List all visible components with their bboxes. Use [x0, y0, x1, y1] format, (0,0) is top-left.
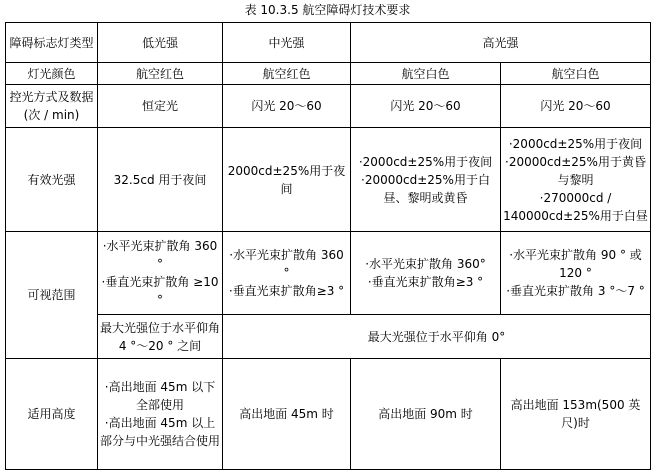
- height-low: [98, 359, 223, 470]
- height-high-b: 高出地面 153m(500 英尺)时: [501, 359, 651, 470]
- list-item: ·水平光束扩散角 360°: [365, 257, 486, 272]
- list-item: ·垂直光束扩散角 ≥10 °: [101, 275, 219, 308]
- list-item: ·水平光束扩散角 360 °: [229, 248, 344, 281]
- list-item: ·20000cd±25%用于黄昏与黎明: [505, 154, 646, 187]
- table-row: [6, 85, 651, 127]
- list-item: ·水平光束扩散角 90 ° 或 120 °: [509, 248, 642, 281]
- table-row: [6, 23, 651, 63]
- list-item: ·20000cd±25%用于白昼、黎明或黄昏: [361, 172, 490, 205]
- list-item: ·高出地面 45m 以下全部使用: [104, 380, 216, 413]
- range-medium: [223, 232, 351, 315]
- table-row: [6, 127, 651, 232]
- range-high-a: [351, 232, 501, 315]
- range-high-b: [501, 232, 651, 315]
- control-medium: 闪光 20～60: [223, 85, 351, 127]
- color-high-b: 航空白色: [501, 63, 651, 85]
- list-item: ·高出地面 45m 以上部分与中光强结合使用: [100, 416, 221, 449]
- table-row: [6, 359, 651, 470]
- table-row: [6, 314, 651, 358]
- list-item: ·垂直光束扩散角 3 °～7 °: [506, 284, 645, 299]
- intensity-medium: 2000cd±25%用于夜间: [223, 127, 351, 232]
- row-header-intensity: 有效光强: [6, 127, 98, 232]
- spec-table: [5, 22, 651, 470]
- list-item: ·2000cd±25%用于夜间: [358, 154, 493, 169]
- column-header-high: 高光强: [351, 23, 651, 63]
- column-header-low: 低光强: [98, 23, 223, 63]
- table-row: [6, 63, 651, 85]
- intensity-low: 32.5cd 用于夜间: [98, 127, 223, 232]
- control-high-b: 闪光 20～60: [501, 85, 651, 127]
- range-low: [98, 232, 223, 315]
- row-header-type: 障碍标志灯类型: [6, 23, 98, 63]
- row-header-color: 灯光颜色: [6, 63, 98, 85]
- list-item: ·270000cd / 140000cd±25%用于白昼: [503, 190, 648, 223]
- list-item: ·垂直光束扩散角≥3 °: [367, 275, 484, 290]
- list-item: ·2000cd±25%用于夜间: [508, 136, 643, 151]
- intensity-high-a: [351, 127, 501, 232]
- row-header-control: 控光方式及数据(次 / min): [6, 85, 98, 127]
- control-low: 恒定光: [98, 85, 223, 127]
- range-low-max: 最大光强位于水平仰角 4 °～20 ° 之间: [98, 314, 223, 358]
- list-item: ·水平光束扩散角 360 °: [102, 239, 218, 272]
- control-high-a: 闪光 20～60: [351, 85, 501, 127]
- height-medium: 高出地面 45m 时: [223, 359, 351, 470]
- column-header-medium: 中光强: [223, 23, 351, 63]
- row-header-height: 适用高度: [6, 359, 98, 470]
- color-high-a: 航空白色: [351, 63, 501, 85]
- color-medium: 航空红色: [223, 63, 351, 85]
- table-row: [6, 232, 651, 315]
- list-item: ·垂直光束扩散角≥3 °: [228, 284, 345, 299]
- color-low: 航空红色: [98, 63, 223, 85]
- intensity-high-b: [501, 127, 651, 232]
- range-other-max: 最大光强位于水平仰角 0°: [223, 314, 651, 358]
- row-header-visible-range: 可视范围: [6, 232, 98, 359]
- height-high-a: 高出地面 90m 时: [351, 359, 501, 470]
- table-caption: 表 10.3.5 航空障碍灯技术要求: [244, 3, 411, 17]
